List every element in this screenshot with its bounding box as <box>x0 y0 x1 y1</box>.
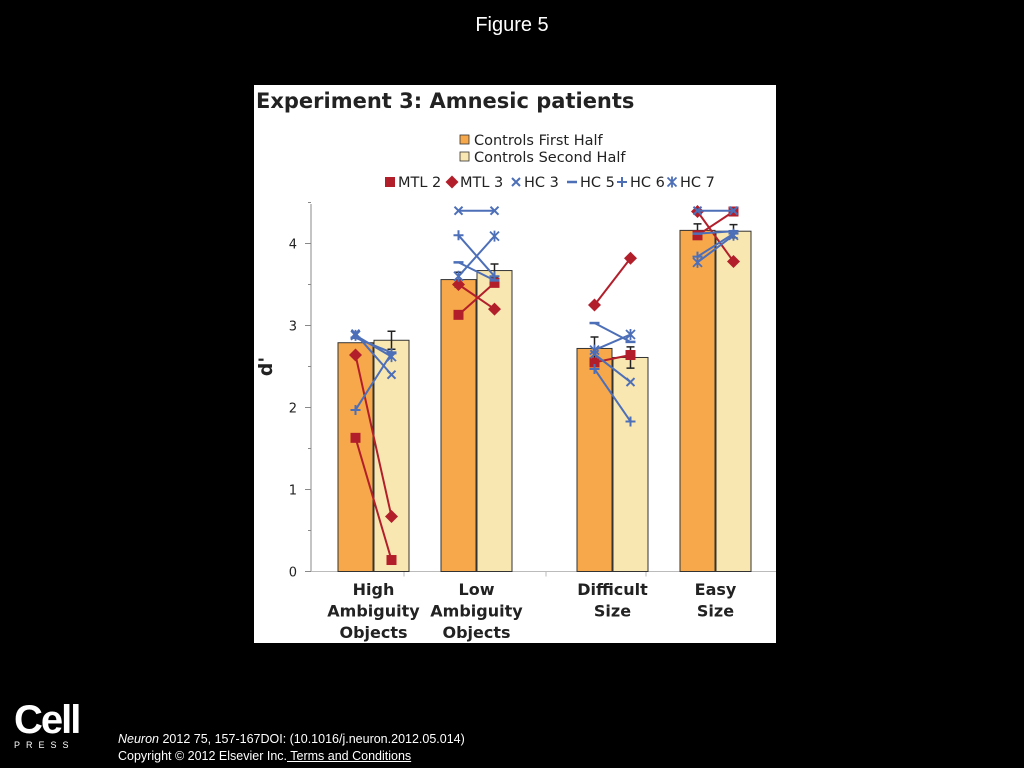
bar <box>441 280 476 572</box>
chart-title: Experiment 3: Amnesic patients <box>256 89 635 113</box>
legend-marker-2 <box>512 178 520 186</box>
patient-point <box>490 231 499 242</box>
y-tick-label: 0 <box>288 565 297 581</box>
legend-marker-0 <box>385 177 395 187</box>
bar <box>680 230 715 571</box>
patient-line <box>595 323 631 342</box>
legend-swatch-first <box>460 135 469 144</box>
legend-marker-1-shape <box>446 176 459 189</box>
bar <box>716 231 751 571</box>
bar <box>338 343 373 572</box>
patient-point <box>693 230 703 240</box>
x-category-label: Objects <box>339 623 408 642</box>
bar <box>477 271 512 572</box>
legend-patient-label: HC 6 <box>630 175 665 191</box>
patient-point-shape <box>490 231 499 242</box>
logo-name: Cell <box>14 698 80 742</box>
patient-point-shape <box>351 433 361 443</box>
legend-marker-2-shape <box>512 178 520 186</box>
x-category-label: Low <box>458 580 495 599</box>
x-category-label: Ambiguity <box>327 601 420 621</box>
legend-marker-0-shape <box>385 177 395 187</box>
y-axis-label: d' <box>255 356 277 377</box>
patient-point-shape <box>626 329 635 340</box>
x-category-label: Size <box>696 601 735 621</box>
patient-point-shape <box>351 330 360 341</box>
legend-marker-4 <box>617 177 627 187</box>
patient-point-shape <box>387 555 397 565</box>
patient-point <box>351 330 360 341</box>
legend-patient-label: MTL 3 <box>460 175 504 191</box>
legend-marker-1 <box>446 176 459 189</box>
legend-patient-label: HC 7 <box>680 175 715 191</box>
x-category-label: Ambiguity <box>430 601 523 621</box>
legend-label-second: Controls Second Half <box>474 150 626 166</box>
figure-title: Figure 5 <box>475 14 549 36</box>
citation <box>118 731 465 765</box>
citation-copyright: Copyright © 2012 Elsevier Inc. <box>118 749 288 763</box>
legend-patient-label: HC 3 <box>524 175 559 191</box>
x-category-label: Objects <box>442 623 511 642</box>
patient-line <box>595 335 631 351</box>
legend-marker-5-shape <box>668 177 677 188</box>
legend-patient-label: HC 5 <box>580 175 615 191</box>
patient-point <box>387 555 397 565</box>
y-tick-label: 4 <box>288 237 297 253</box>
bar-chart <box>254 85 776 643</box>
bar <box>577 348 612 571</box>
y-tick-label: 2 <box>288 401 297 417</box>
legend-swatch-second <box>460 152 469 161</box>
patient-point <box>626 350 636 360</box>
y-tick-label: 3 <box>288 319 297 335</box>
citation-ref: 2012 75, 157-167DOI: (10.1016/j.neuron.2012.05.014) <box>159 732 465 746</box>
legend-patient-label: MTL 2 <box>398 175 442 191</box>
patient-point <box>454 310 464 320</box>
legend-marker-4-shape <box>617 177 627 187</box>
y-tick-label: 1 <box>288 483 297 499</box>
patient-point <box>626 329 635 340</box>
x-category-label: High <box>352 580 395 599</box>
patient-point-shape <box>454 271 463 282</box>
patient-point-shape <box>454 310 464 320</box>
x-category-label: Easy <box>694 580 737 599</box>
patient-line <box>595 258 631 305</box>
patient-point <box>454 271 463 282</box>
cell-press-logo <box>14 700 88 750</box>
terms-link[interactable]: Terms and Conditions <box>287 749 412 763</box>
x-category-label: Difficult <box>577 580 648 599</box>
patient-point <box>351 433 361 443</box>
patient-point-shape <box>626 350 636 360</box>
x-category-label: Size <box>593 601 632 621</box>
patient-point-shape <box>693 230 703 240</box>
legend-marker-5 <box>668 177 677 188</box>
logo-sub: PRESS <box>14 740 75 750</box>
legend-label-first: Controls First Half <box>474 133 603 149</box>
citation-journal: Neuron <box>118 732 159 746</box>
bar <box>613 357 648 571</box>
chart-panel <box>254 85 776 643</box>
